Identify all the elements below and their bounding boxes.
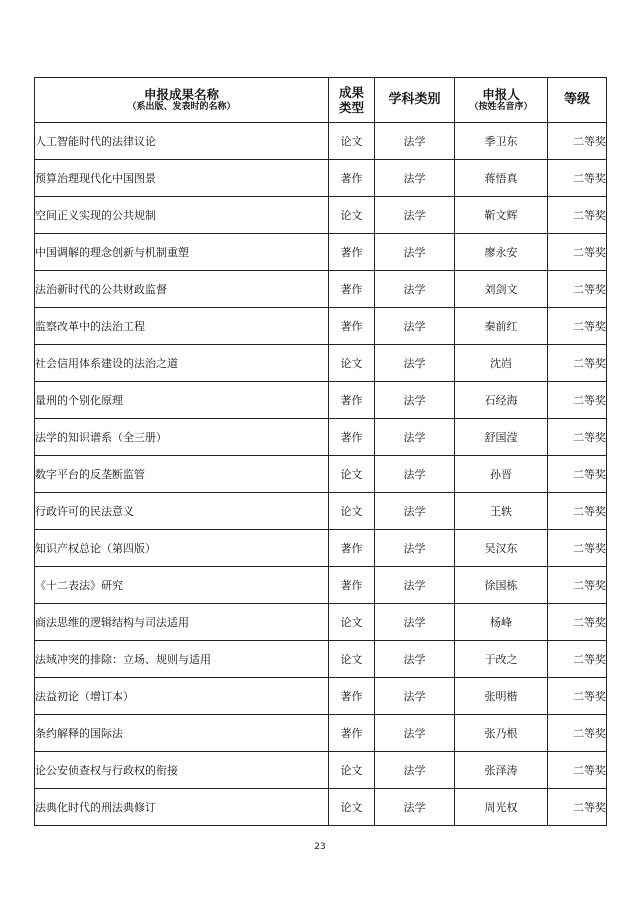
header-applicant	[455, 78, 548, 123]
header-type-line1: 成果	[338, 85, 364, 100]
cell-applicant: 舒国滢	[455, 419, 548, 456]
cell-applicant: 沈岿	[455, 345, 548, 382]
cell-title: 数字平台的反垄断监管	[35, 456, 329, 493]
cell-type: 论文	[329, 752, 375, 789]
cell-title: 知识产权总论（第四版）	[35, 530, 329, 567]
header-grade	[548, 78, 607, 123]
table-row	[35, 345, 607, 382]
cell-title: 中国调解的理念创新与机制重塑	[35, 234, 329, 271]
table-row	[35, 271, 607, 308]
cell-applicant: 季卫东	[455, 123, 548, 160]
header-grade-label: 等级	[563, 91, 590, 107]
table-row	[35, 715, 607, 752]
table-row	[35, 160, 607, 197]
cell-discipline: 法学	[375, 123, 455, 160]
cell-grade: 二等奖	[548, 234, 607, 271]
table-row	[35, 308, 607, 345]
table-row	[35, 123, 607, 160]
table-row	[35, 419, 607, 456]
cell-title: 空间正义实现的公共规制	[35, 197, 329, 234]
cell-discipline: 法学	[375, 271, 455, 308]
cell-applicant: 张泽涛	[455, 752, 548, 789]
cell-discipline: 法学	[375, 567, 455, 604]
cell-discipline: 法学	[375, 678, 455, 715]
cell-type: 论文	[329, 604, 375, 641]
cell-title: 人工智能时代的法律议论	[35, 123, 329, 160]
cell-grade: 二等奖	[548, 382, 607, 419]
cell-discipline: 法学	[375, 604, 455, 641]
cell-applicant: 张乃根	[455, 715, 548, 752]
cell-grade: 二等奖	[548, 678, 607, 715]
cell-type: 著作	[329, 715, 375, 752]
cell-applicant: 王轶	[455, 493, 548, 530]
table-row	[35, 604, 607, 641]
cell-applicant: 秦前红	[455, 308, 548, 345]
cell-type: 著作	[329, 678, 375, 715]
cell-type: 论文	[329, 123, 375, 160]
table-row	[35, 197, 607, 234]
table-row	[35, 567, 607, 604]
cell-title: 行政许可的民法意义	[35, 493, 329, 530]
cell-type: 论文	[329, 641, 375, 678]
cell-title: 条约解释的国际法	[35, 715, 329, 752]
cell-discipline: 法学	[375, 419, 455, 456]
table-row	[35, 382, 607, 419]
cell-title: 法典化时代的刑法典修订	[35, 789, 329, 826]
table-row	[35, 678, 607, 715]
cell-type: 论文	[329, 197, 375, 234]
cell-type: 著作	[329, 308, 375, 345]
cell-discipline: 法学	[375, 234, 455, 271]
cell-title: 法治新时代的公共财政监督	[35, 271, 329, 308]
cell-title: 监察改革中的法治工程	[35, 308, 329, 345]
cell-applicant: 廖永安	[455, 234, 548, 271]
table-row	[35, 641, 607, 678]
cell-discipline: 法学	[375, 160, 455, 197]
cell-applicant: 周光权	[455, 789, 548, 826]
cell-applicant: 徐国栋	[455, 567, 548, 604]
page-number: 23	[314, 842, 326, 852]
table-row	[35, 789, 607, 826]
header-type	[329, 78, 375, 123]
cell-grade: 二等奖	[548, 271, 607, 308]
header-discipline-label: 学科类别	[388, 91, 441, 107]
table-row	[35, 234, 607, 271]
cell-applicant: 吴汉东	[455, 530, 548, 567]
cell-applicant: 靳文辉	[455, 197, 548, 234]
header-discipline	[375, 78, 455, 123]
cell-grade: 二等奖	[548, 604, 607, 641]
cell-applicant: 张明楷	[455, 678, 548, 715]
cell-discipline: 法学	[375, 493, 455, 530]
cell-type: 著作	[329, 530, 375, 567]
cell-grade: 二等奖	[548, 789, 607, 826]
cell-discipline: 法学	[375, 530, 455, 567]
table-header	[35, 78, 607, 123]
cell-grade: 二等奖	[548, 715, 607, 752]
cell-type: 著作	[329, 271, 375, 308]
header-title-sub: （系出版、发表时的名称）	[127, 102, 236, 113]
header-applicant-sub: （按姓名音序）	[469, 102, 533, 113]
cell-applicant: 杨峰	[455, 604, 548, 641]
cell-grade: 二等奖	[548, 419, 607, 456]
cell-title: 《十二表法》研究	[35, 567, 329, 604]
cell-discipline: 法学	[375, 752, 455, 789]
cell-applicant: 蒋悟真	[455, 160, 548, 197]
cell-discipline: 法学	[375, 345, 455, 382]
cell-title: 法益初论（增订本）	[35, 678, 329, 715]
cell-title: 法学的知识谱系（全三册）	[35, 419, 329, 456]
cell-grade: 二等奖	[548, 197, 607, 234]
cell-grade: 二等奖	[548, 345, 607, 382]
cell-discipline: 法学	[375, 456, 455, 493]
cell-applicant: 孙晋	[455, 456, 548, 493]
header-title	[35, 78, 329, 123]
cell-grade: 二等奖	[548, 493, 607, 530]
cell-grade: 二等奖	[548, 641, 607, 678]
cell-grade: 二等奖	[548, 308, 607, 345]
cell-applicant: 于改之	[455, 641, 548, 678]
cell-discipline: 法学	[375, 197, 455, 234]
table-row	[35, 493, 607, 530]
cell-title: 法域冲突的排除：立场、规则与适用	[35, 641, 329, 678]
cell-discipline: 法学	[375, 308, 455, 345]
cell-grade: 二等奖	[548, 567, 607, 604]
cell-grade: 二等奖	[548, 530, 607, 567]
cell-title: 商法思维的逻辑结构与司法适用	[35, 604, 329, 641]
cell-grade: 二等奖	[548, 123, 607, 160]
cell-grade: 二等奖	[548, 160, 607, 197]
cell-type: 著作	[329, 567, 375, 604]
awards-table	[34, 77, 607, 826]
header-applicant-main: 申报人	[482, 86, 520, 102]
cell-type: 著作	[329, 419, 375, 456]
header-row	[35, 78, 607, 123]
cell-type: 论文	[329, 789, 375, 826]
cell-discipline: 法学	[375, 789, 455, 826]
cell-title: 社会信用体系建设的法治之道	[35, 345, 329, 382]
table-row	[35, 530, 607, 567]
table-body	[35, 123, 607, 826]
cell-discipline: 法学	[375, 382, 455, 419]
cell-discipline: 法学	[375, 641, 455, 678]
cell-applicant: 石经海	[455, 382, 548, 419]
cell-type: 论文	[329, 345, 375, 382]
cell-grade: 二等奖	[548, 752, 607, 789]
header-type-line2: 类型	[338, 100, 364, 115]
cell-title: 量刑的个别化原理	[35, 382, 329, 419]
table-row	[35, 752, 607, 789]
header-title-main: 申报成果名称	[143, 86, 219, 102]
cell-type: 著作	[329, 382, 375, 419]
table-row	[35, 456, 607, 493]
cell-type: 著作	[329, 160, 375, 197]
cell-type: 论文	[329, 493, 375, 530]
cell-discipline: 法学	[375, 715, 455, 752]
cell-grade: 二等奖	[548, 456, 607, 493]
cell-type: 著作	[329, 234, 375, 271]
cell-type: 论文	[329, 456, 375, 493]
cell-applicant: 刘剑文	[455, 271, 548, 308]
cell-title: 论公安侦查权与行政权的衔接	[35, 752, 329, 789]
cell-title: 预算治理现代化中国图景	[35, 160, 329, 197]
